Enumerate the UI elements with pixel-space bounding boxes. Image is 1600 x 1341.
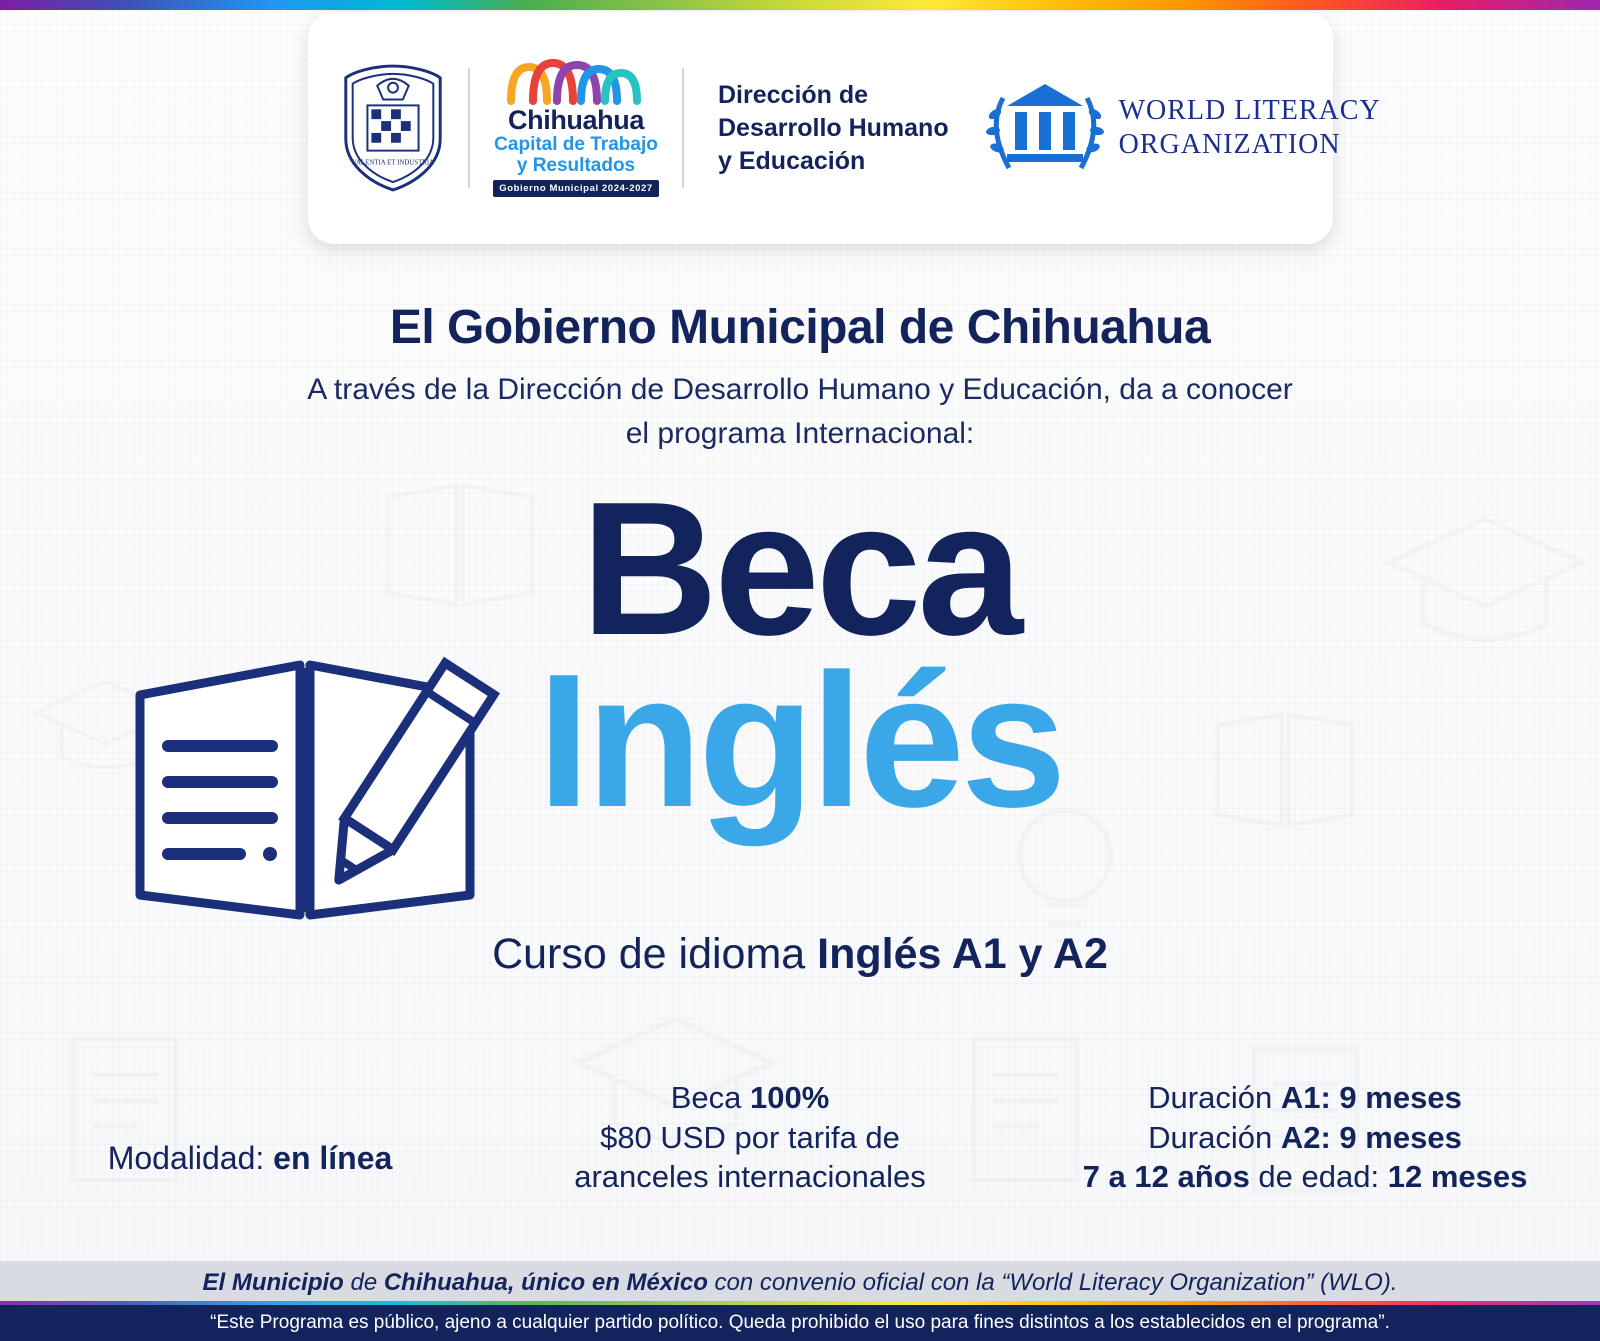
wlo-name-block xyxy=(1119,94,1381,161)
chihuahua-name: Chihuahua xyxy=(508,104,644,135)
page-title: El Gobierno Municipal de Chihuahua xyxy=(389,301,1211,354)
footer-rest: con convenio oficial con la “World Literacy Organization” (WLO). xyxy=(707,1269,1398,1296)
course-prefix: Curso de idioma xyxy=(492,930,818,978)
edad-duration: 12 meses xyxy=(1387,1159,1528,1195)
edad-mid: de edad: xyxy=(1249,1159,1388,1195)
header-divider xyxy=(682,68,684,188)
duracion-a2-line xyxy=(1040,1118,1570,1158)
course-line xyxy=(0,930,1600,979)
info-beca xyxy=(540,1078,960,1197)
header-logo-card xyxy=(308,12,1381,244)
program-word-ingles: Inglés xyxy=(537,635,1063,847)
svg-text:VALENTIA ET INDUSTRIA: VALENTIA ET INDUSTRIA xyxy=(351,159,435,167)
wlo-line-2: ORGANIZATION xyxy=(1118,129,1341,160)
chihuahua-tagline-2: y Resultados xyxy=(516,155,636,177)
chihuahua-brand-logo xyxy=(486,59,666,197)
classical-building-laurel-icon xyxy=(985,76,1105,180)
chihuahua-tagline-1: Capital de Trabajo xyxy=(494,134,658,156)
footer-chihuahua: Chihuahua, único en México xyxy=(383,1269,708,1296)
chihuahua-wave-icon xyxy=(501,59,651,105)
edad-range: 7 a 12 años xyxy=(1082,1159,1250,1195)
wlo-logo-block xyxy=(985,76,1381,180)
footer-agreement-bar xyxy=(0,1261,1600,1305)
info-modalidad xyxy=(40,1140,460,1177)
duracion-a1-value: A1: 9 meses xyxy=(1280,1080,1462,1115)
duracion-a2-label: Duración xyxy=(1148,1119,1281,1155)
direction-block xyxy=(718,79,949,178)
direction-line-2: Desarrollo Humano xyxy=(718,113,949,142)
modalidad-label: Modalidad: xyxy=(107,1140,274,1176)
duracion-a2-value: A2: 9 meses xyxy=(1280,1119,1462,1155)
course-level: Inglés A1 y A2 xyxy=(817,930,1108,978)
header-divider xyxy=(468,68,470,188)
direction-line-1: Dirección de xyxy=(718,80,869,109)
program-word-beca: Beca xyxy=(580,463,1020,675)
footer-municipio: El Municipio xyxy=(202,1269,344,1296)
wlo-line-1: WORLD LITERACY xyxy=(1118,95,1381,127)
footer-disclaimer-bar xyxy=(0,1305,1600,1341)
beca-line xyxy=(540,1078,960,1118)
top-rainbow-bar xyxy=(0,0,1600,10)
duracion-a1-label: Duración xyxy=(1148,1080,1281,1115)
beca-note-1: $80 USD por tarifa de xyxy=(600,1119,900,1155)
footer-disclaimer-text: “Este Programa es público, ajeno a cualquier partido político. Queda prohibido el uso para fines distintos a los establecidos en el programa”. xyxy=(210,1312,1390,1333)
footer-agreement-text xyxy=(202,1269,1397,1297)
subtitle-line-1: A través de la Dirección de Desarrollo Humano y Educación, da a conocer xyxy=(307,373,1293,406)
chihuahua-coat-of-arms-icon xyxy=(334,62,452,194)
footer-de: de xyxy=(343,1269,384,1296)
duracion-a1-line xyxy=(1040,1078,1570,1118)
page-subtitle xyxy=(0,368,1600,455)
modalidad-value: en línea xyxy=(273,1140,393,1176)
direction-line-3: y Educación xyxy=(718,146,866,175)
chihuahua-government-period: Gobierno Municipal 2024-2027 xyxy=(493,180,659,197)
subtitle-line-2: el programa Internacional: xyxy=(625,416,975,450)
beca-note-2: aranceles internacionales xyxy=(574,1159,926,1195)
edad-line xyxy=(1040,1157,1570,1197)
beca-label: Beca xyxy=(670,1080,750,1115)
beca-value: 100% xyxy=(749,1080,830,1115)
info-duracion xyxy=(1040,1078,1570,1197)
